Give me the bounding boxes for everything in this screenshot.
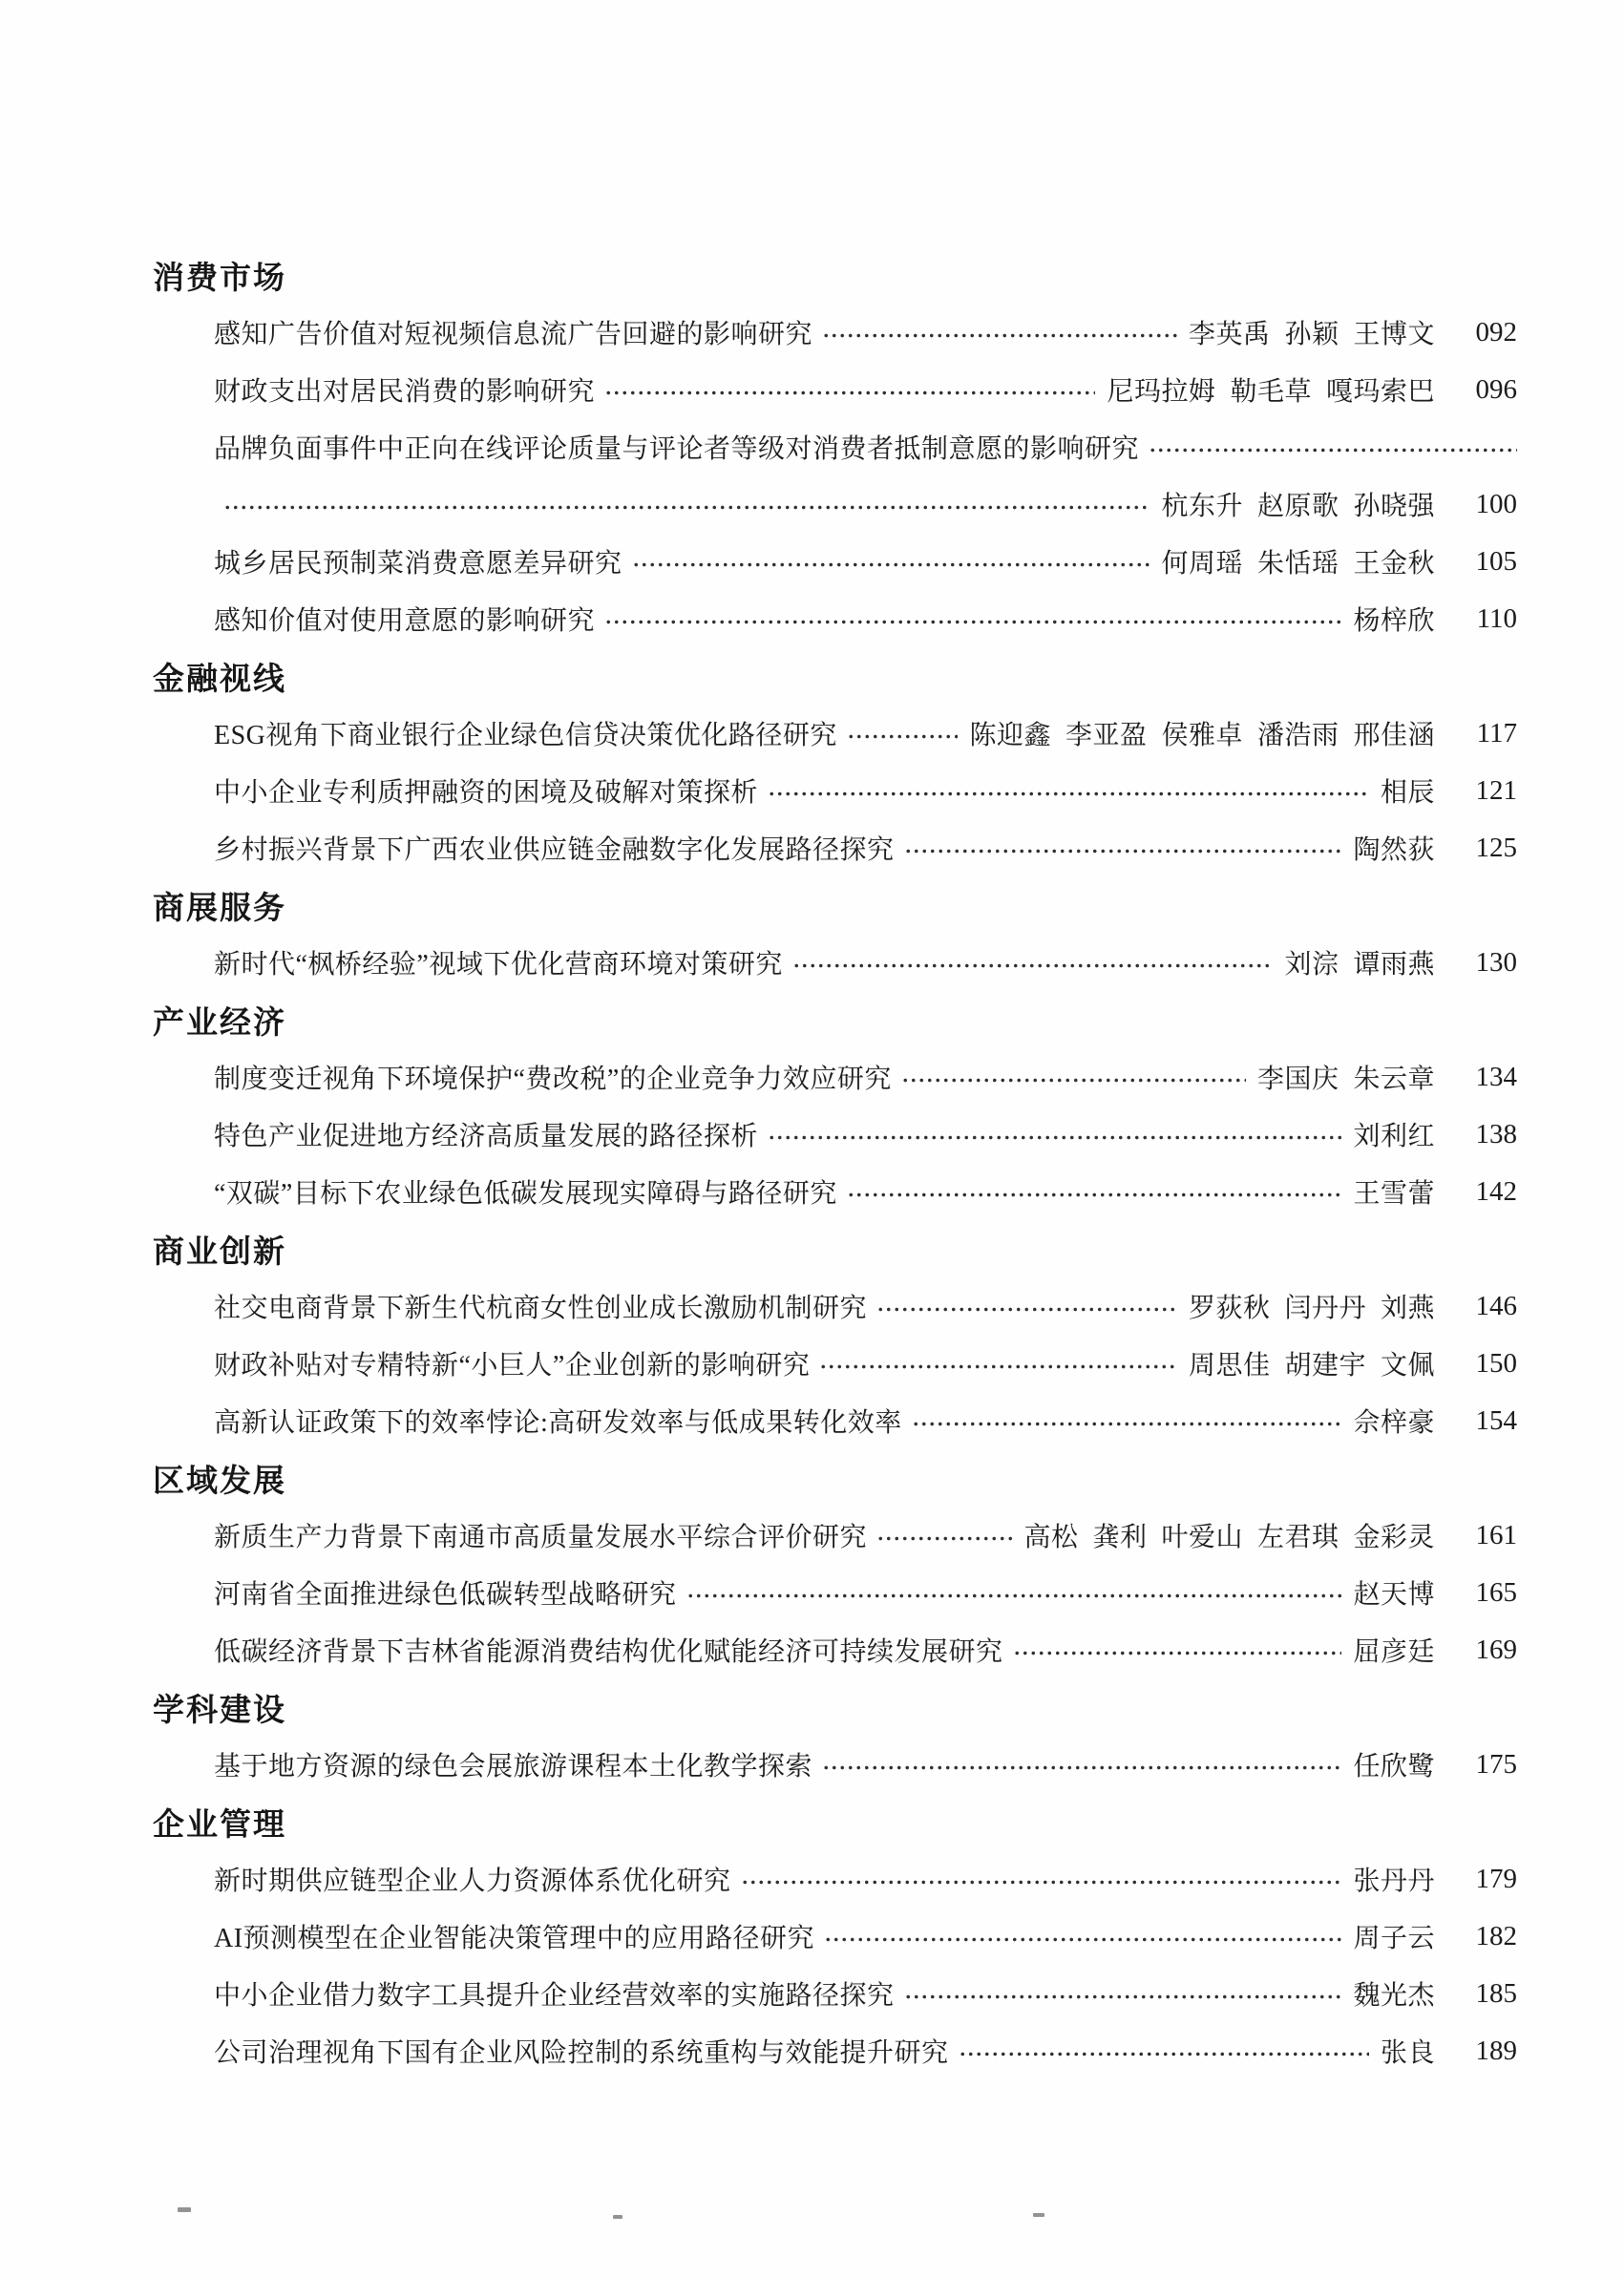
dot-leader bbox=[1013, 1650, 1342, 1656]
dot-leader bbox=[768, 791, 1369, 797]
section-heading: 消费市场 bbox=[153, 259, 286, 295]
toc-entry bbox=[153, 762, 1517, 819]
entry-page-number: 169 bbox=[1475, 1634, 1517, 1665]
entry-title: 中小企业借力数字工具提升企业经营效率的实施路径探究 bbox=[214, 1981, 895, 2011]
entry-authors: 刘淙 谭雨燕 bbox=[1284, 950, 1435, 980]
toc-entry bbox=[153, 1163, 1517, 1220]
dot-leader bbox=[686, 1592, 1342, 1599]
dot-leader bbox=[822, 332, 1177, 339]
toc-section bbox=[153, 1678, 1517, 1793]
dot-leader bbox=[904, 1993, 1342, 2000]
entry-page-number: 182 bbox=[1475, 1920, 1517, 1951]
toc-entry bbox=[153, 705, 1517, 762]
toc-entry bbox=[153, 1277, 1517, 1335]
entry-title: 低碳经济背景下吉林省能源消费结构优化赋能经济可持续发展研究 bbox=[214, 1637, 1003, 1667]
toc-entry bbox=[153, 1850, 1517, 1908]
toc-entry bbox=[153, 1048, 1517, 1106]
entry-authors: 李英禹 孙颖 王博文 bbox=[1188, 320, 1435, 349]
section-heading: 企业管理 bbox=[153, 1805, 286, 1842]
entry-title: 河南省全面推进绿色低碳转型战略研究 bbox=[214, 1580, 677, 1610]
entry-authors: 屈彦廷 bbox=[1353, 1637, 1435, 1667]
entry-page-number: 142 bbox=[1475, 1175, 1517, 1207]
entry-title: “双碳”目标下农业绿色低碳发展现实障碍与路径研究 bbox=[214, 1179, 837, 1209]
toc-sections bbox=[153, 246, 1517, 2079]
toc-section bbox=[153, 647, 1517, 876]
toc-section bbox=[153, 1793, 1517, 2079]
toc-entry bbox=[153, 304, 1517, 361]
entry-title: 感知价值对使用意愿的影响研究 bbox=[214, 606, 596, 636]
entry-authors: 杨梓欣 bbox=[1353, 606, 1435, 636]
entry-page-number: 121 bbox=[1475, 774, 1517, 806]
entry-authors: 罗荻秋 闫丹丹 刘燕 bbox=[1188, 1294, 1435, 1323]
toc-entry bbox=[153, 418, 1517, 475]
dot-leader bbox=[768, 1134, 1341, 1141]
entry-page-number: 146 bbox=[1475, 1290, 1517, 1321]
scan-artifact bbox=[178, 2207, 191, 2212]
entry-page-number: 179 bbox=[1475, 1863, 1517, 1894]
toc-entry bbox=[153, 361, 1517, 418]
entry-page-number: 150 bbox=[1475, 1347, 1517, 1379]
entry-page-number: 130 bbox=[1475, 946, 1517, 978]
entry-authors: 任欣鹭 bbox=[1353, 1752, 1435, 1782]
dot-leader bbox=[876, 1535, 1012, 1542]
section-heading: 商展服务 bbox=[153, 889, 286, 925]
dot-leader bbox=[819, 1363, 1177, 1370]
toc-entry bbox=[153, 1564, 1517, 1621]
entry-authors: 陈迎鑫 李亚盈 侯雅卓 潘浩雨 邢佳涵 bbox=[969, 721, 1435, 750]
entry-page-number: 154 bbox=[1475, 1404, 1517, 1436]
entry-title: 新时期供应链型企业人力资源体系优化研究 bbox=[214, 1867, 731, 1896]
entry-authors: 高松 龚利 叶爱山 左君琪 金彩灵 bbox=[1023, 1523, 1435, 1552]
entry-title: 乡村振兴背景下广西农业供应链金融数字化发展路径探究 bbox=[214, 835, 895, 865]
entry-page-number: 165 bbox=[1475, 1576, 1517, 1608]
dot-leader bbox=[847, 1192, 1342, 1198]
entry-page-number: 096 bbox=[1475, 373, 1517, 405]
entry-title: 公司治理视角下国有企业风险控制的系统重构与效能提升研究 bbox=[214, 2038, 949, 2068]
entry-title: 城乡居民预制菜消费意愿差异研究 bbox=[214, 549, 622, 579]
scan-artifact bbox=[613, 2215, 622, 2219]
toc-section bbox=[153, 991, 1517, 1220]
toc-entry bbox=[153, 1736, 1517, 1793]
entry-page-number: 134 bbox=[1475, 1061, 1517, 1092]
entry-authors: 张良 bbox=[1380, 2038, 1435, 2068]
entry-title: 高新认证政策下的效率悖论:高研发效率与低成果转化效率 bbox=[214, 1408, 902, 1438]
dot-leader bbox=[223, 504, 1149, 511]
section-heading: 商业创新 bbox=[153, 1233, 286, 1269]
toc-entry bbox=[153, 2022, 1517, 2079]
dot-leader bbox=[824, 1936, 1341, 1943]
section-heading: 产业经济 bbox=[153, 1003, 286, 1040]
toc-entry bbox=[153, 934, 1517, 991]
toc-entry bbox=[153, 590, 1517, 647]
toc-entry bbox=[153, 1335, 1517, 1392]
entry-title: 新时代“枫桥经验”视域下优化营商环境对策研究 bbox=[214, 950, 783, 980]
entry-authors: 赵天博 bbox=[1353, 1580, 1435, 1610]
entry-authors: 杭东升 赵原歌 孙晓强 bbox=[1161, 492, 1435, 521]
entry-title: 品牌负面事件中正向在线评论质量与评论者等级对消费者抵制意愿的影响研究 bbox=[214, 434, 1140, 464]
dot-leader bbox=[847, 733, 959, 740]
dot-leader bbox=[904, 848, 1342, 854]
toc-section bbox=[153, 1449, 1517, 1678]
section-heading: 学科建设 bbox=[153, 1691, 286, 1727]
entry-page-number: 138 bbox=[1475, 1118, 1517, 1150]
toc-section bbox=[153, 246, 1517, 647]
entry-page-number: 110 bbox=[1476, 602, 1517, 634]
toc-entry bbox=[153, 1908, 1517, 1965]
toc-entry bbox=[153, 819, 1517, 876]
entry-title: AI预测模型在企业智能决策管理中的应用路径研究 bbox=[214, 1924, 815, 1953]
entry-page-number: 105 bbox=[1475, 545, 1517, 577]
entry-page-number: 189 bbox=[1475, 2035, 1517, 2066]
entry-title: 财政补贴对专精特新“小巨人”企业创新的影响研究 bbox=[214, 1351, 811, 1381]
entry-authors: 王雪蕾 bbox=[1353, 1179, 1435, 1209]
entry-authors: 李国庆 朱云章 bbox=[1256, 1065, 1435, 1094]
entry-title: 财政支出对居民消费的影响研究 bbox=[214, 377, 596, 407]
entry-page-number: 185 bbox=[1475, 1977, 1517, 2009]
dot-leader bbox=[876, 1306, 1177, 1313]
toc-section bbox=[153, 1220, 1517, 1449]
toc-entry bbox=[153, 533, 1517, 590]
dot-leader bbox=[1149, 447, 1517, 453]
toc-section bbox=[153, 876, 1517, 991]
entry-authors: 周子云 bbox=[1353, 1924, 1435, 1953]
entry-title: 制度变迁视角下环境保护“费改税”的企业竞争力效应研究 bbox=[214, 1065, 892, 1094]
entry-authors: 陶然荻 bbox=[1353, 835, 1435, 865]
scan-artifact bbox=[1033, 2213, 1044, 2217]
entry-authors: 佘梓豪 bbox=[1353, 1408, 1435, 1438]
dot-leader bbox=[912, 1421, 1342, 1427]
entry-title: 社交电商背景下新生代杭商女性创业成长激励机制研究 bbox=[214, 1294, 868, 1323]
entry-authors: 相辰 bbox=[1380, 778, 1435, 808]
dot-leader bbox=[901, 1077, 1246, 1084]
toc-entry bbox=[153, 1965, 1517, 2022]
entry-authors: 刘利红 bbox=[1353, 1122, 1435, 1151]
toc-entry bbox=[153, 1621, 1517, 1678]
section-heading: 金融视线 bbox=[153, 660, 286, 696]
toc-entry-continuation bbox=[153, 475, 1517, 533]
entry-authors: 尼玛拉姆 勒毛草 嘎玛索巴 bbox=[1107, 377, 1435, 407]
toc-entry bbox=[153, 1507, 1517, 1564]
dot-leader bbox=[741, 1879, 1342, 1886]
entry-page-number: 125 bbox=[1475, 832, 1517, 863]
dot-leader bbox=[792, 962, 1274, 969]
entry-authors: 张丹丹 bbox=[1353, 1867, 1435, 1896]
entry-authors: 周思佳 胡建宇 文佩 bbox=[1188, 1351, 1435, 1381]
entry-title: ESG视角下商业银行企业绿色信贷决策优化路径研究 bbox=[214, 721, 837, 750]
dot-leader bbox=[822, 1764, 1341, 1771]
entry-title: 特色产业促进地方经济高质量发展的路径探析 bbox=[214, 1122, 759, 1151]
section-heading: 区域发展 bbox=[153, 1462, 286, 1498]
entry-title: 新质生产力背景下南通市高质量发展水平综合评价研究 bbox=[214, 1523, 868, 1552]
entry-title: 基于地方资源的绿色会展旅游课程本土化教学探索 bbox=[214, 1752, 813, 1782]
entry-authors: 魏光杰 bbox=[1353, 1981, 1435, 2011]
dot-leader bbox=[604, 619, 1341, 625]
entry-page-number: 092 bbox=[1475, 316, 1517, 348]
toc-entry bbox=[153, 1392, 1517, 1449]
entry-page-number: 175 bbox=[1475, 1748, 1517, 1780]
entry-authors: 何周瑶 朱恬瑶 王金秋 bbox=[1161, 549, 1435, 579]
toc-entry bbox=[153, 1106, 1517, 1163]
entry-page-number: 100 bbox=[1475, 488, 1517, 519]
entry-page-number: 117 bbox=[1476, 717, 1517, 749]
dot-leader bbox=[632, 561, 1150, 568]
dot-leader bbox=[604, 390, 1095, 396]
dot-leader bbox=[959, 2051, 1369, 2057]
entry-title: 中小企业专利质押融资的困境及破解对策探析 bbox=[214, 778, 759, 808]
entry-title: 感知广告价值对短视频信息流广告回避的影响研究 bbox=[214, 320, 813, 349]
entry-page-number: 161 bbox=[1475, 1519, 1517, 1550]
